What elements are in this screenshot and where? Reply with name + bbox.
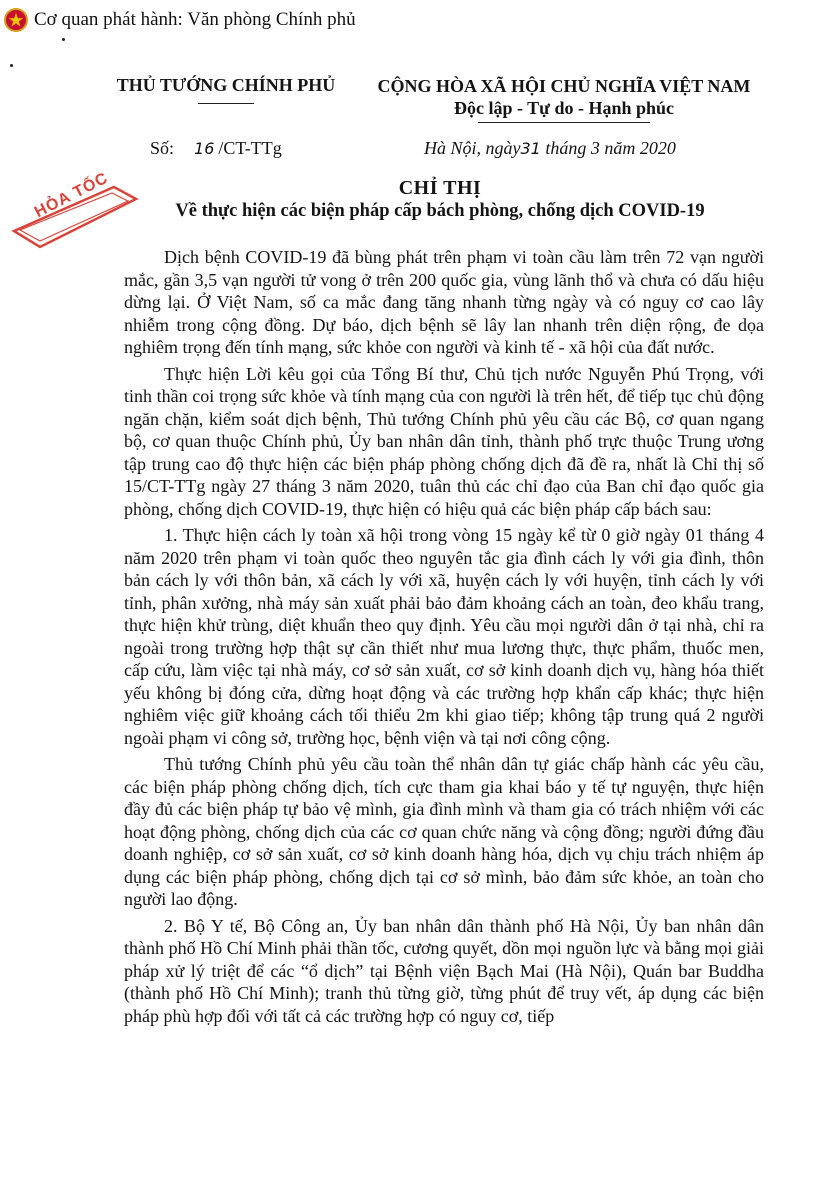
national-emblem-icon bbox=[4, 8, 28, 32]
document-number-label: Số: bbox=[150, 138, 175, 158]
body-paragraph: Dịch bệnh COVID-19 đã bùng phát trên phạm vi toàn cầu làm trên 72 vạn người mắc, gần 3,5 vạn người tử vong ở trên 200 quốc gia, vùng lãnh thổ và chưa có dấu hiệu dừng lại. Ở Việt Nam, số ca mắc đang tăng nhanh từng ngày và có nguy cơ cao lây nhiễm trong cộng đồng. Dự báo, dịch bệnh sẽ lây lan nhanh trên diện rộng, đe dọa nghiêm trọng đến tính mạng, sức khỏe con người và kinh tế - xã hội của đất nước. bbox=[124, 247, 764, 357]
issuer-text: Cơ quan phát hành: Văn phòng Chính phủ bbox=[34, 9, 356, 30]
document-body bbox=[124, 246, 764, 1031]
body-paragraph: Thực hiện Lời kêu gọi của Tổng Bí thư, Chủ tịch nước Nguyễn Phú Trọng, với tinh thần coi trọng sức khỏe và tính mạng của con người là trên hết, để tiếp tục chủ động ngăn chặn, kiểm soát dịch bệnh, Thủ tướng Chính phủ yêu cầu các Bộ, cơ quan ngang bộ, cơ quan thuộc Chính phủ, Ủy ban nhân dân tỉnh, thành phố trực thuộc Trung ương tập trung cao độ thực hiện các biện pháp phòng chống dịch đã đề ra, nhất là Chỉ thị số 15/CT-TTg ngày 27 tháng 3 năm 2020, tuân thủ các chỉ đạo của Ban chỉ đạo quốc gia phòng, chống dịch COVID-19, thực hiện có hiệu quả các biện pháp cấp bách sau: bbox=[124, 363, 764, 519]
national-header bbox=[364, 75, 764, 119]
document-type: CHỈ THỊ bbox=[398, 177, 482, 199]
body-paragraph: Thủ tướng Chính phủ yêu cầu toàn thể nhân dân tự giác chấp hành các yêu cầu, các biện pháp phòng chống dịch, tích cực tham gia khai báo y tế tự nguyện, thực hiện đầy đủ các biện pháp tự bảo vệ mình, gia đình mình và tham gia có trách nhiệm với các hoạt động phòng, chống dịch của các cơ quan chức năng và cộng đồng; người đứng đầu doanh nghiệp, cơ sở sản xuất, cơ sở kinh doanh hàng hóa, dịch vụ chịu trách nhiệm áp dụng các biện pháp phòng, chống dịch tại cơ sở mình, bảo đảm sức khỏe, an toàn cho người lao động. bbox=[124, 754, 764, 909]
authority-underline bbox=[198, 103, 254, 104]
scan-speck bbox=[10, 64, 13, 67]
issuer-bar bbox=[0, 0, 834, 44]
national-motto: Độc lập - Tự do - Hạnh phúc bbox=[453, 98, 675, 118]
document-number bbox=[150, 138, 282, 159]
date-line bbox=[424, 138, 676, 159]
document-subject: Về thực hiện các biện pháp cấp bách phòng, chống dịch COVID-19 bbox=[175, 201, 705, 221]
issuing-authority: THỦ TƯỚNG CHÍNH PHỦ bbox=[116, 75, 336, 95]
document-number-value: 16 bbox=[194, 139, 215, 158]
date-rest: tháng 3 năm 2020 bbox=[540, 138, 676, 158]
body-paragraph: 2. Bộ Y tế, Bộ Công an, Ủy ban nhân dân thành phố Hà Nội, Ủy ban nhân dân thành phố Hồ Chí Minh phải thần tốc, cương quyết, dồn mọi nguồn lực và bằng mọi giải pháp xử lý triệt để các “ổ dịch” tại Bệnh viện Bạch Mai (Hà Nội), Quán bar Buddha (thành phố Hồ Chí Minh); tranh thủ từng giờ, từng phút để truy vết, áp dụng các biện pháp phù hợp đối với tất cả các trường hợp có nguy cơ, tiếp bbox=[124, 915, 764, 1026]
urgent-stamp-text: HỎA TỐC bbox=[32, 169, 112, 222]
date-prefix: Hà Nội, ngày bbox=[424, 138, 521, 158]
country-name: CỘNG HÒA XÃ HỘI CHỦ NGHĨA VIỆT NAM bbox=[377, 76, 751, 96]
document-number-suffix: /CT-TTg bbox=[218, 138, 282, 158]
motto-underline bbox=[478, 122, 650, 123]
date-day: 31 bbox=[520, 139, 541, 158]
scan-speck bbox=[62, 38, 65, 41]
body-paragraph: 1. Thực hiện cách ly toàn xã hội trong vòng 15 ngày kể từ 0 giờ ngày 01 tháng 4 năm 2020 trên phạm vi toàn quốc theo nguyên tắc gia đình cách ly với gia đình, thôn bản cách ly với thôn bản, xã cách ly với xã, huyện cách ly với huyện, tỉnh cách ly với tỉnh, phân xưởng, nhà máy sản xuất phải bảo đảm khoảng cách an toàn, đeo khẩu trang, thực hiện khử trùng, diệt khuẩn theo quy định. Yêu cầu mọi người dân ở tại nhà, chỉ ra ngoài trong trường hợp thật sự cần thiết như mua lương thực, thực phẩm, thuốc men, cấp cứu, làm việc tại nhà máy, cơ sở sản xuất, cơ sở kinh doanh dịch vụ, hàng hóa thiết yếu không bị đóng cửa, dừng hoạt động và các trường hợp khẩn cấp khác; thực hiện nghiêm việc giữ khoảng cách tối thiểu 2m khi giao tiếp; không tập trung quá 2 người ngoài phạm vi công sở, trường học, bệnh viện và tại nơi công cộng. bbox=[124, 525, 764, 748]
